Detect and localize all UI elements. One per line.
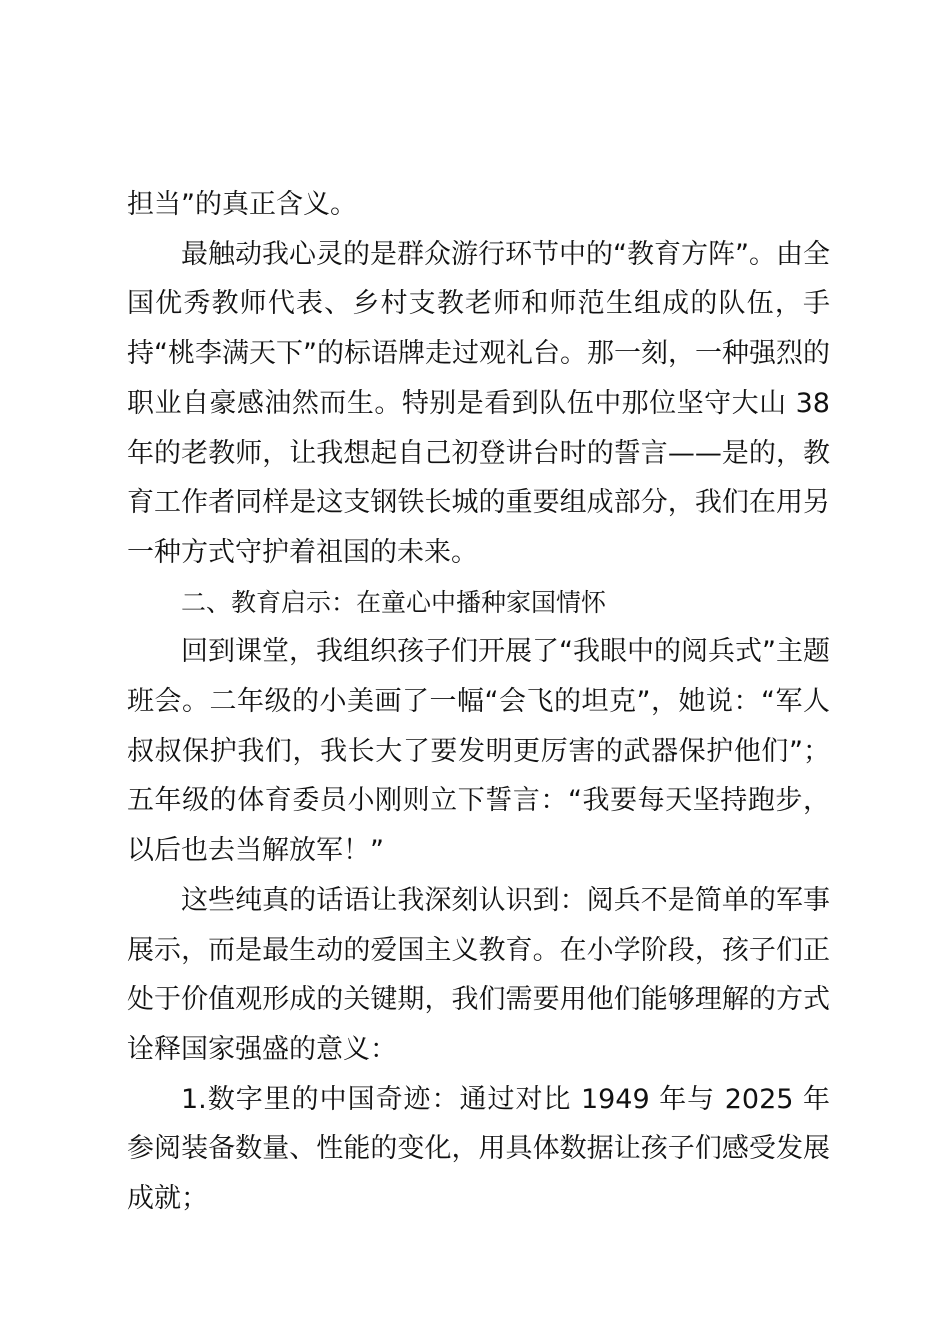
paragraph-continuation: 担当”的真正含义。 [127, 189, 357, 220]
document-body [127, 180, 830, 1224]
list-item-numbers: 1.数字里的中国奇迹：通过对比 1949 年与 2025 年参阅装备数量、性能的变化，用具体数据让孩子们感受发展成就； [127, 1083, 830, 1215]
paragraph-class-meeting: 回到课堂，我组织孩子们开展了“我眼中的阅兵式”主题班会。二年级的小美画了一幅“会飞的坦克”，她说：“军人叔叔保护我们，我长大了要发明更厉害的武器保护他们”；五年级的体育委员小刚则立下誓言：“我要每天坚持跑步，以后也去当解放军！” [127, 636, 830, 867]
paragraph-education-phalanx: 最触动我心灵的是群众游行环节中的“教育方阵”。由全国优秀教师代表、乡村支教老师和师范生组成的队伍，手持“桃李满天下”的标语牌走过观礼台。那一刻，一种强烈的职业自豪感油然而生。特别是看到队伍中那位坚守大山 38 年的老教师，让我想起自己初登讲台时的誓言——是的，教育工作者同样是这支钢铁长城的重要组成部分，我们在用另一种方式守护着祖国的未来。 [127, 238, 830, 568]
paragraph-reflection: 这些纯真的话语让我深刻认识到：阅兵不是简单的军事展示，而是最生动的爱国主义教育。在小学阶段，孩子们正处于价值观形成的关键期，我们需要用他们能够理解的方式诠释国家强盛的意义： [127, 884, 830, 1065]
section-heading: 二、教育启示：在童心中播种家国情怀 [181, 587, 607, 617]
